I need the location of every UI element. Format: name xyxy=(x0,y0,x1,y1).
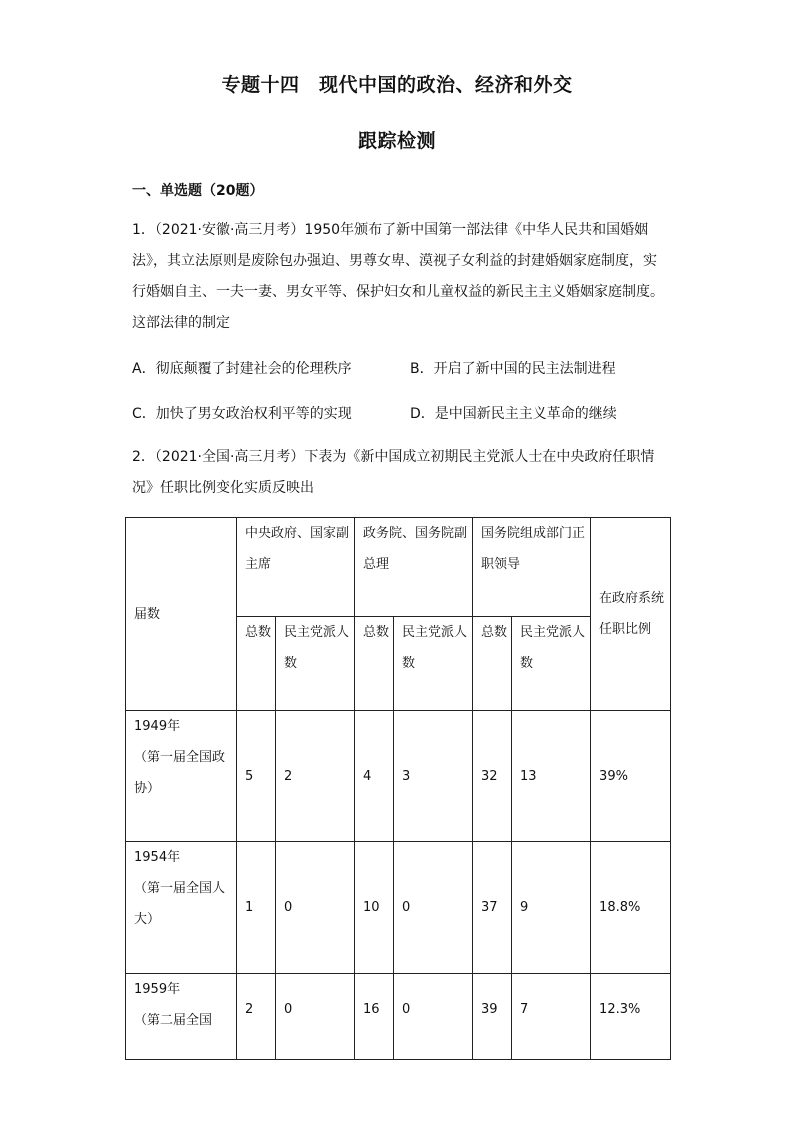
cell-value: 7 xyxy=(512,974,591,1060)
row-session: （第二届全国 xyxy=(134,1013,213,1028)
header-group-central-gov: 中央政府、国家副主席 xyxy=(237,518,355,617)
header-total: 总数 xyxy=(355,617,394,711)
header-dem: 民主党派人数 xyxy=(276,617,355,711)
cell-ratio: 12.3% xyxy=(591,974,671,1060)
question-1-option-b: B．开启了新中国的民主法制进程 xyxy=(410,361,616,377)
cell-value: 3 xyxy=(394,711,473,842)
question-1-option-c: C．加快了男女政治权利平等的实现 xyxy=(132,406,352,422)
question-2-stem: 2．（2021·全国·高三月考）下表为《新中国成立初期民主党派人士在中央政府任职情况》任职比例变化实质反映出 xyxy=(132,449,655,496)
header-total: 总数 xyxy=(473,617,512,711)
table-row xyxy=(126,974,671,1060)
header-total: 总数 xyxy=(237,617,276,711)
cell-value: 1 xyxy=(237,842,276,974)
cell-value: 39 xyxy=(473,974,512,1060)
cell-value: 16 xyxy=(355,974,394,1060)
cell-value: 0 xyxy=(276,974,355,1060)
cell-value: 4 xyxy=(355,711,394,842)
row-session: （第一届全国政协） xyxy=(134,750,226,796)
header-jieshu: 届数 xyxy=(126,518,237,711)
cell-value: 2 xyxy=(237,974,276,1060)
cell-value: 9 xyxy=(512,842,591,974)
cell-ratio: 39% xyxy=(591,711,671,842)
cell-value: 32 xyxy=(473,711,512,842)
cell-value: 0 xyxy=(394,974,473,1060)
row-year: 1959年 xyxy=(134,982,181,997)
cell-value: 0 xyxy=(394,842,473,974)
row-session: （第一届全国人大） xyxy=(134,881,226,927)
row-year: 1954年 xyxy=(134,850,181,865)
doc-title: 专题十四 现代中国的政治、经济和外交 xyxy=(221,74,573,96)
cell-value: 10 xyxy=(355,842,394,974)
question-1-option-a: A．彻底颠覆了封建社会的伦理秩序 xyxy=(132,361,352,377)
question-1-stem: 1．（2021·安徽·高三月考）1950年颁布了新中国第一部法律《中华人民共和国婚姻法》，其立法原则是废除包办强迫、男尊女卑、漠视子女利益的封建婚姻家庭制度，实行婚姻自主、一夫一妻、男女平等、保护妇女和儿童权益的新民主主义婚姻家庭制度。这部法律的制定 xyxy=(132,222,664,331)
table-row xyxy=(126,711,671,842)
section-heading: 一、单选题（20题） xyxy=(132,183,264,199)
cell-value: 2 xyxy=(276,711,355,842)
cell-value: 37 xyxy=(473,842,512,974)
cell-value: 13 xyxy=(512,711,591,842)
cell-value: 5 xyxy=(237,711,276,842)
doc-subtitle: 跟踪检测 xyxy=(357,130,436,152)
row-label xyxy=(126,842,237,974)
header-group-vice-premier: 政务院、国务院副总理 xyxy=(355,518,473,617)
row-label xyxy=(126,711,237,842)
cell-ratio: 18.8% xyxy=(591,842,671,974)
question-1-option-d: D．是中国新民主主义革命的继续 xyxy=(410,406,617,422)
cell-value: 0 xyxy=(276,842,355,974)
table-row xyxy=(126,842,671,974)
header-dem: 民主党派人数 xyxy=(394,617,473,711)
appointment-table xyxy=(125,517,671,1060)
row-label xyxy=(126,974,237,1060)
header-ratio: 在政府系统任职比例 xyxy=(591,518,671,711)
row-year: 1949年 xyxy=(134,719,181,734)
header-dem: 民主党派人数 xyxy=(512,617,591,711)
header-group-ministries: 国务院组成部门正职领导 xyxy=(473,518,591,617)
